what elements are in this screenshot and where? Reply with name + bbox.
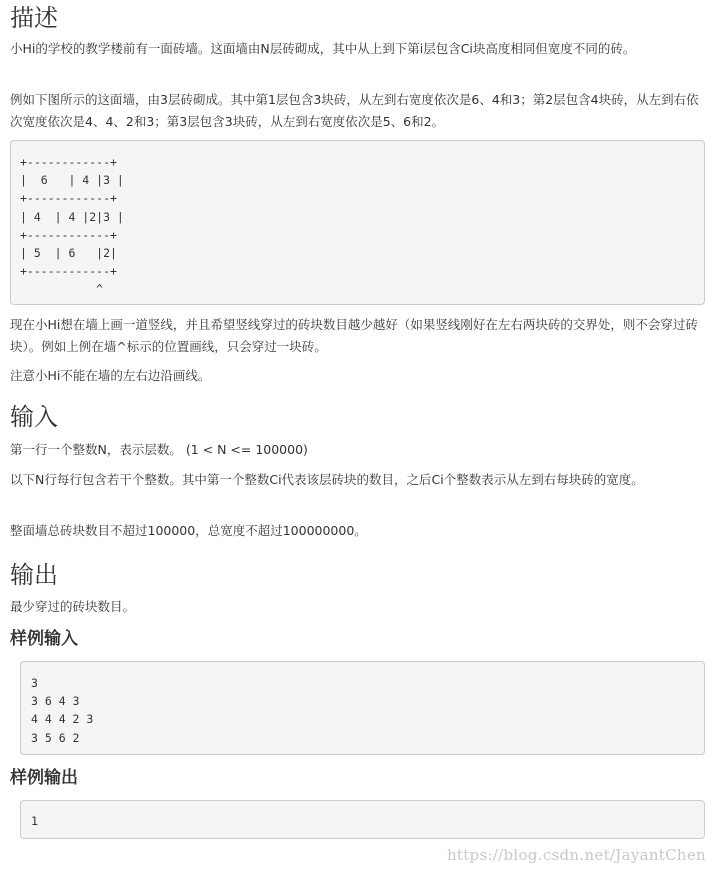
output-para-1: 最少穿过的砖块数目。 — [10, 599, 136, 614]
input-heading: 输入 — [10, 403, 58, 431]
input-para-2: 以下N行每行包含若干个整数。其中第一个整数Ci代表该层砖块的数目，之后Ci个整数表示从左到右每块砖的宽度。 — [10, 472, 644, 487]
sample-input-heading: 样例输入 — [10, 629, 78, 649]
watermark: https://blog.csdn.net/JayantChen — [446, 846, 706, 864]
output-heading: 输出 — [10, 561, 58, 589]
wall-diagram: +------------+ | 6 | 4 |3 | +------------+ | 4 | 4 |2|3 | +------------+ | 5 | 6 |2| +------------+ ^ — [10, 140, 705, 305]
input-para-3: 整面墙总砖块数目不超过100000，总宽度不超过100000000。 — [10, 523, 367, 538]
input-para-1: 第一行一个整数N，表示层数。 (1 < N <= 100000) — [10, 442, 308, 457]
description-para-3: 现在小Hi想在墙上画一道竖线，并且希望竖线穿过的砖块数目越少越好（如果竖线刚好在左右两块砖的交界处，则不会穿过砖块）。例如上例在墙^标示的位置画线，只会穿过一块砖。 — [10, 317, 698, 354]
sample-output-heading: 样例输出 — [10, 768, 78, 788]
description-heading: 描述 — [10, 4, 58, 32]
description-para-4: 注意小Hi不能在墙的左右边沿画线。 — [10, 368, 211, 383]
sample-output-code: 1 — [20, 800, 705, 839]
description-para-1: 小Hi的学校的教学楼前有一面砖墙。这面墙由N层砖砌成，其中从上到下第i层包含Ci块高度相同但宽度不同的砖。 — [10, 41, 636, 56]
description-para-2: 例如下图所示的这面墙，由3层砖砌成。其中第1层包含3块砖，从左到右宽度依次是6、4和3；第2层包含4块砖，从左到右依次宽度依次是4、4、2和3；第3层包含3块砖，从左到右宽度依次是5、6和2。 — [10, 92, 699, 129]
sample-input-code: 3 3 6 4 3 4 4 4 2 3 3 5 6 2 — [20, 661, 705, 755]
